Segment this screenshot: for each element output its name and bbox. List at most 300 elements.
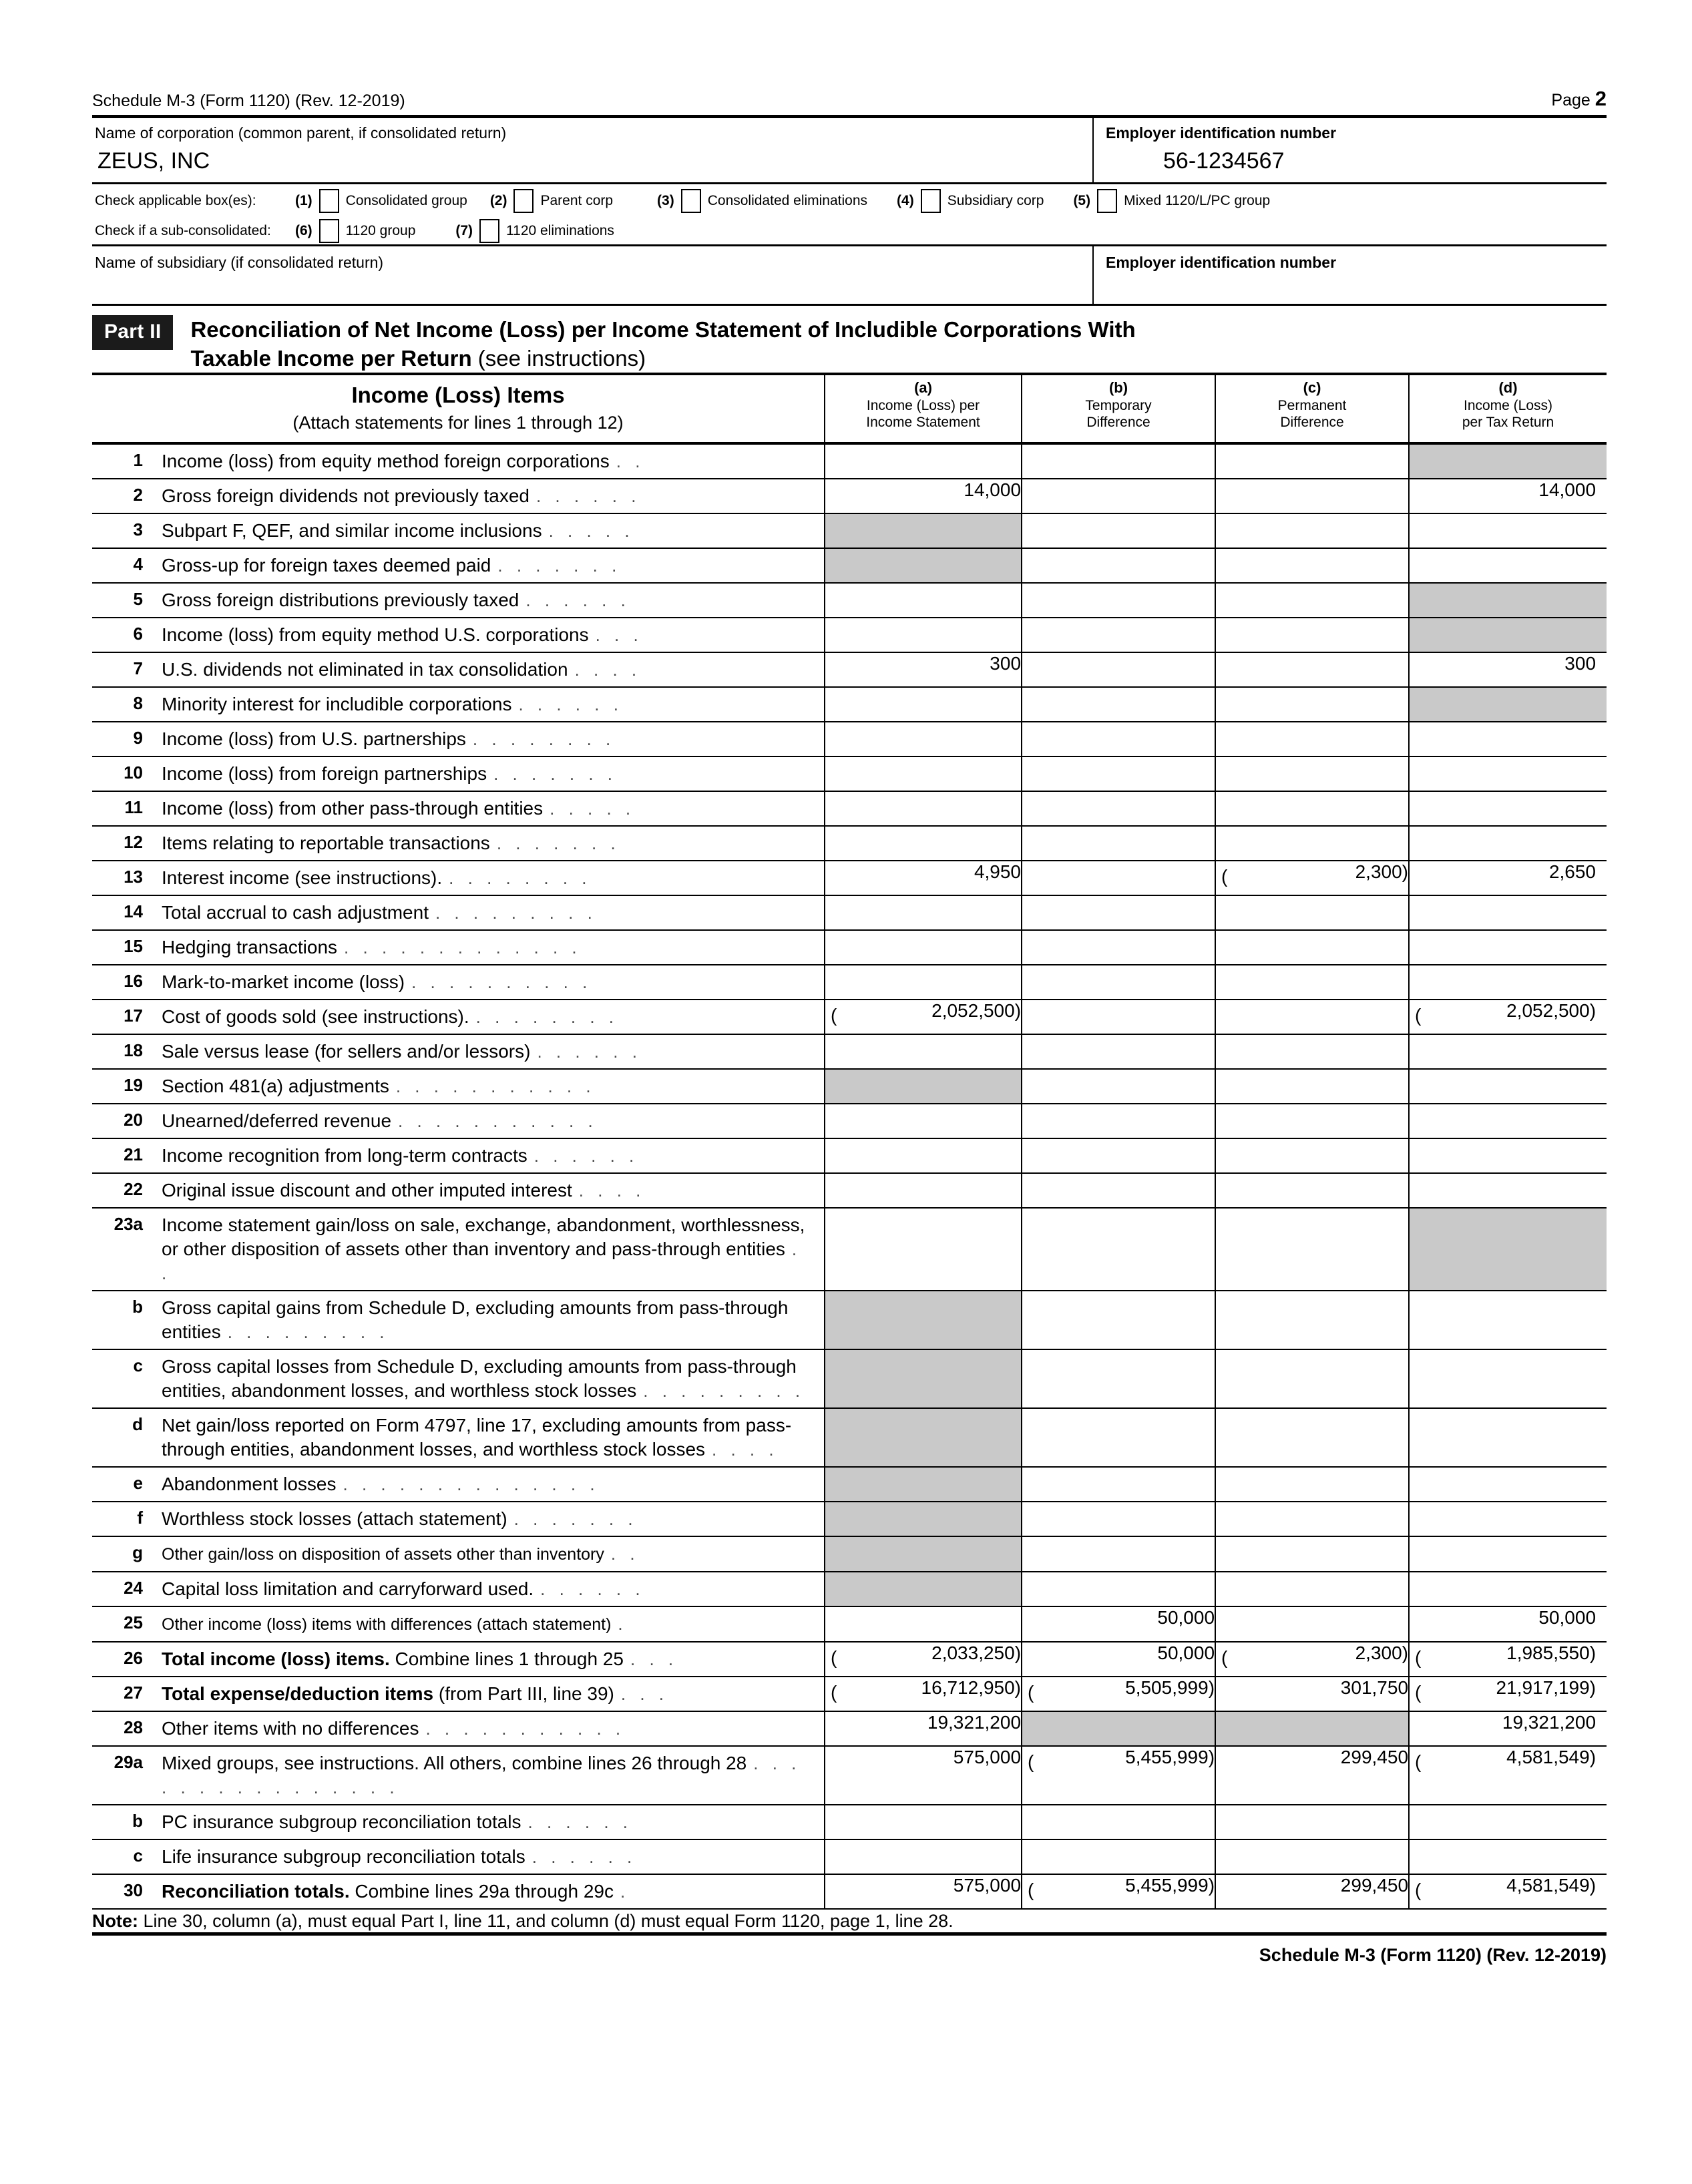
checkbox-parent-corp[interactable]: [513, 189, 534, 213]
paren-open: (: [831, 1005, 837, 1026]
cell-col-b[interactable]: [1022, 1746, 1215, 1805]
cell-col-a[interactable]: [825, 1467, 1022, 1502]
checkbox-consolidated-group[interactable]: [319, 189, 339, 213]
cell-col-d[interactable]: [1409, 1208, 1607, 1291]
cell-col-a[interactable]: [825, 1173, 1022, 1208]
cell-col-b[interactable]: [1022, 930, 1215, 965]
form-sheet: [92, 87, 1607, 1966]
row-desc-text: Income (loss) from U.S. partnerships: [162, 728, 466, 749]
row-number: 29a: [92, 1746, 154, 1805]
cell-col-c[interactable]: [1215, 1606, 1409, 1642]
table-row: [92, 965, 1607, 1000]
cell-col-a[interactable]: [825, 1642, 1022, 1677]
cell-col-d[interactable]: [1409, 1746, 1607, 1805]
leader-dots: . . . . . . . . . . .: [398, 1111, 598, 1131]
cell-col-d[interactable]: [1409, 652, 1607, 687]
cell-col-d[interactable]: [1409, 443, 1607, 479]
cell-col-b[interactable]: [1022, 1536, 1215, 1572]
paren-open: (: [1028, 1880, 1034, 1900]
cell-col-d[interactable]: [1409, 930, 1607, 965]
row-desc-bold: Total income (loss) items.: [162, 1649, 390, 1669]
cell-col-d[interactable]: [1409, 861, 1607, 895]
row-description: [154, 1805, 825, 1839]
cell-col-d[interactable]: [1409, 965, 1607, 1000]
row-number: 17: [92, 1000, 154, 1034]
cell-col-a[interactable]: [825, 791, 1022, 826]
cell-col-d[interactable]: [1409, 1291, 1607, 1349]
cell-col-a[interactable]: [825, 756, 1022, 791]
row-number: 2: [92, 479, 154, 513]
cell-col-b[interactable]: [1022, 861, 1215, 895]
leader-dots: . . . . . . . . . . . . . .: [343, 1474, 600, 1494]
leader-dots: . . . . . .: [536, 486, 641, 506]
cell-col-b[interactable]: [1022, 583, 1215, 618]
checkbox-group-5[interactable]: [1073, 189, 1270, 213]
row-number: 7: [92, 652, 154, 687]
paren-open: (: [1028, 1682, 1034, 1703]
paren-open: (: [1415, 1682, 1422, 1703]
cell-col-b[interactable]: [1022, 1408, 1215, 1467]
checkbox-group-7[interactable]: [455, 219, 614, 243]
row-desc-text: Minority interest for includible corporations: [162, 694, 512, 714]
form-footer: Schedule M-3 (Form 1120) (Rev. 12-2019): [1259, 1945, 1607, 1965]
cell-col-c[interactable]: [1215, 1502, 1409, 1536]
table-row: [92, 826, 1607, 861]
cell-col-d[interactable]: [1409, 1467, 1607, 1502]
cell-col-b[interactable]: [1022, 791, 1215, 826]
checkbox-label-6: 1120 group: [345, 223, 416, 238]
row-number: b: [92, 1291, 154, 1349]
cell-col-a[interactable]: [825, 722, 1022, 756]
table-row: [92, 652, 1607, 687]
table-row: [92, 443, 1607, 479]
cell-col-d[interactable]: [1409, 1606, 1607, 1642]
cell-value: 300: [1564, 653, 1597, 674]
checkbox-1120-eliminations[interactable]: [479, 219, 499, 243]
checkbox-group-2[interactable]: [490, 189, 613, 213]
cell-value: 19,321,200: [1502, 1712, 1597, 1733]
row-number: 26: [92, 1642, 154, 1677]
leader-dots: . . . . . . . . .: [227, 1322, 389, 1342]
row-number: 30: [92, 1874, 154, 1909]
cell-col-b[interactable]: [1022, 1839, 1215, 1874]
checkbox-label-4: Subsidiary corp: [947, 193, 1044, 208]
cell-col-d[interactable]: [1409, 1104, 1607, 1138]
table-row: [92, 1291, 1607, 1349]
table-row: [92, 479, 1607, 513]
cell-col-b[interactable]: [1022, 1502, 1215, 1536]
cell-col-c[interactable]: [1215, 548, 1409, 583]
table-row: [92, 1349, 1607, 1408]
cell-col-c[interactable]: [1215, 1642, 1409, 1677]
row-number: c: [92, 1349, 154, 1408]
row-description: [154, 1467, 825, 1502]
row-description: [154, 1642, 825, 1677]
cell-col-d[interactable]: [1409, 1711, 1607, 1746]
row-desc-text: Total accrual to cash adjustment: [162, 902, 429, 923]
page-label: Page: [1551, 91, 1591, 110]
cell-col-a[interactable]: [825, 1746, 1022, 1805]
cell-col-c[interactable]: [1215, 1000, 1409, 1034]
table-row: [92, 791, 1607, 826]
row-desc-text: Section 481(a) adjustments: [162, 1076, 389, 1096]
cell-col-b[interactable]: [1022, 1291, 1215, 1349]
cell-col-a[interactable]: [825, 965, 1022, 1000]
cell-col-c[interactable]: [1215, 1874, 1409, 1909]
cell-col-c[interactable]: [1215, 443, 1409, 479]
cell-col-a[interactable]: [825, 583, 1022, 618]
cell-col-a[interactable]: [825, 1138, 1022, 1173]
row-description: [154, 826, 825, 861]
cell-col-a[interactable]: [825, 1805, 1022, 1839]
cell-col-b[interactable]: [1022, 895, 1215, 930]
cell-col-d[interactable]: [1409, 1034, 1607, 1069]
ein-field[interactable]: [1092, 118, 1607, 182]
cell-col-d[interactable]: [1409, 1805, 1607, 1839]
cell-col-d[interactable]: [1409, 1572, 1607, 1606]
row-description: [154, 1034, 825, 1069]
leader-dots: . . . . . .: [525, 590, 630, 610]
table-row: [92, 1606, 1607, 1642]
row-description: [154, 965, 825, 1000]
cell-col-c[interactable]: [1215, 1408, 1409, 1467]
cell-col-d[interactable]: [1409, 618, 1607, 652]
cell-col-c[interactable]: [1215, 965, 1409, 1000]
table-row: [92, 1173, 1607, 1208]
cell-col-d[interactable]: [1409, 1408, 1607, 1467]
cell-col-c[interactable]: [1215, 1173, 1409, 1208]
cell-col-b[interactable]: [1022, 652, 1215, 687]
cell-col-d[interactable]: [1409, 756, 1607, 791]
table-row: [92, 1642, 1607, 1677]
cell-col-d[interactable]: [1409, 791, 1607, 826]
row-desc-text: Income statement gain/loss on sale, exchange, abandonment, worthlessness, or other disposition of assets other than inventory and pass-through entities: [162, 1215, 805, 1259]
cell-col-b[interactable]: [1022, 1572, 1215, 1606]
cell-col-d[interactable]: [1409, 826, 1607, 861]
cell-col-a[interactable]: [825, 687, 1022, 722]
cell-col-c[interactable]: [1215, 930, 1409, 965]
row-number: 21: [92, 1138, 154, 1173]
column-header-b: (b) Temporary Difference: [1022, 374, 1215, 443]
row-desc-text: Other gain/loss on disposition of assets other than inventory: [162, 1545, 604, 1564]
cell-col-d[interactable]: [1409, 583, 1607, 618]
leader-dots: . . . . . .: [534, 1146, 639, 1166]
cell-value: 4,581,549): [1506, 1875, 1597, 1896]
row-desc-text: Gross foreign dividends not previously taxed: [162, 485, 530, 506]
row-description: [154, 791, 825, 826]
cell-col-d[interactable]: [1409, 479, 1607, 513]
row-description: [154, 895, 825, 930]
cell-col-c[interactable]: [1215, 1208, 1409, 1291]
cell-col-c[interactable]: [1215, 1069, 1409, 1104]
table-row: [92, 513, 1607, 548]
row-number: 4: [92, 548, 154, 583]
cell-col-c[interactable]: [1215, 1536, 1409, 1572]
checkbox-consolidated-eliminations[interactable]: [681, 189, 701, 213]
leader-dots: . . . . . .: [532, 1847, 637, 1867]
cell-col-a[interactable]: [825, 1711, 1022, 1746]
cell-col-b[interactable]: [1022, 965, 1215, 1000]
part-title-line1: Reconciliation of Net Income (Loss) per Income Statement of Includible Corporations With: [190, 317, 1136, 342]
cell-col-c[interactable]: [1215, 479, 1409, 513]
cell-col-b[interactable]: [1022, 513, 1215, 548]
row-desc-text: Cost of goods sold (see instructions).: [162, 1006, 469, 1027]
leader-dots: . . . . . .: [518, 694, 623, 714]
paren-open: (: [1415, 1880, 1422, 1900]
table-header-row: [92, 374, 1607, 443]
cell-col-c[interactable]: [1215, 1291, 1409, 1349]
cell-col-d[interactable]: [1409, 1349, 1607, 1408]
cell-col-d[interactable]: [1409, 1138, 1607, 1173]
row-number: 1: [92, 443, 154, 479]
cell-col-d[interactable]: [1409, 722, 1607, 756]
checkbox-number-5: (5): [1073, 193, 1091, 208]
cell-col-b[interactable]: [1022, 1874, 1215, 1909]
leader-dots: .: [618, 1614, 628, 1634]
leader-dots: . . . . . . .: [493, 764, 617, 784]
cell-col-b[interactable]: [1022, 756, 1215, 791]
cell-col-c[interactable]: [1215, 861, 1409, 895]
cell-col-b[interactable]: [1022, 443, 1215, 479]
cell-col-a[interactable]: [825, 618, 1022, 652]
cell-col-a[interactable]: [825, 513, 1022, 548]
table-row: [92, 895, 1607, 930]
cell-col-b[interactable]: [1022, 1173, 1215, 1208]
cell-col-d[interactable]: [1409, 687, 1607, 722]
row-desc-text: Income recognition from long-term contracts: [162, 1145, 527, 1166]
cell-col-c[interactable]: [1215, 583, 1409, 618]
checkbox-mixed-group[interactable]: [1097, 189, 1117, 213]
table-row: [92, 1034, 1607, 1069]
row-description: [154, 652, 825, 687]
cell-col-c[interactable]: [1215, 513, 1409, 548]
cell-col-a[interactable]: [825, 548, 1022, 583]
leader-dots: . . . . . . . . . . . . . . . .: [162, 1753, 801, 1797]
cell-col-c[interactable]: [1215, 1677, 1409, 1711]
row-desc-text: Mark-to-market income (loss): [162, 971, 405, 992]
cell-col-a[interactable]: [825, 1291, 1022, 1349]
row-description: [154, 548, 825, 583]
cell-col-c[interactable]: [1215, 1572, 1409, 1606]
row-desc-text: Income (loss) from equity method foreign corporations: [162, 451, 610, 471]
cell-col-b[interactable]: [1022, 1069, 1215, 1104]
checkbox-group-6[interactable]: [295, 219, 415, 243]
cell-col-b[interactable]: [1022, 1677, 1215, 1711]
cell-col-c[interactable]: [1215, 1711, 1409, 1746]
cell-col-d[interactable]: [1409, 1536, 1607, 1572]
row-desc-text: Mixed groups, see instructions. All others, combine lines 26 through 28: [162, 1753, 747, 1773]
row-desc-bold: Total expense/deduction items: [162, 1683, 434, 1704]
cell-value: 50,000: [1157, 1643, 1215, 1663]
cell-value: 300: [990, 653, 1022, 674]
leader-dots: . . . . . . . . . . .: [395, 1076, 596, 1096]
cell-col-d[interactable]: [1409, 1502, 1607, 1536]
cell-col-a[interactable]: [825, 1536, 1022, 1572]
cell-col-a[interactable]: [825, 1677, 1022, 1711]
cell-col-c[interactable]: [1215, 1467, 1409, 1502]
corporation-name-field[interactable]: [92, 118, 1092, 182]
cell-col-a[interactable]: [825, 1502, 1022, 1536]
cell-col-a[interactable]: [825, 1208, 1022, 1291]
checkbox-group-3[interactable]: [657, 189, 867, 213]
cell-col-d[interactable]: [1409, 1173, 1607, 1208]
cell-col-c[interactable]: [1215, 652, 1409, 687]
cell-col-a[interactable]: [825, 826, 1022, 861]
row-desc-text: Combine lines 1 through 25: [389, 1649, 624, 1669]
cell-col-c[interactable]: [1215, 1746, 1409, 1805]
cell-value: 2,300): [1355, 1643, 1409, 1663]
cell-col-d[interactable]: [1409, 895, 1607, 930]
row-description: [154, 1408, 825, 1467]
cell-col-c[interactable]: [1215, 895, 1409, 930]
row-description: [154, 1291, 825, 1349]
cell-col-a[interactable]: [825, 652, 1022, 687]
cell-col-c[interactable]: [1215, 687, 1409, 722]
row-description: [154, 1677, 825, 1711]
row-desc-text: Gross foreign distributions previously taxed: [162, 590, 519, 610]
row-number: 23a: [92, 1208, 154, 1291]
table-row: [92, 1138, 1607, 1173]
row-number: g: [92, 1536, 154, 1572]
cell-col-b[interactable]: [1022, 479, 1215, 513]
cell-col-d[interactable]: [1409, 1839, 1607, 1874]
row-description: [154, 756, 825, 791]
cell-col-c[interactable]: [1215, 722, 1409, 756]
row-number: 10: [92, 756, 154, 791]
cell-col-b[interactable]: [1022, 1711, 1215, 1746]
cell-col-d[interactable]: [1409, 1642, 1607, 1677]
checkbox-1120-group[interactable]: [319, 219, 339, 243]
cell-col-b[interactable]: [1022, 1138, 1215, 1173]
leader-dots: . . . . . . . . . . . . .: [344, 937, 582, 957]
row-description: [154, 861, 825, 895]
leader-dots: . . . .: [712, 1440, 779, 1460]
cell-col-b[interactable]: [1022, 1034, 1215, 1069]
leader-dots: . . . . . .: [537, 1042, 642, 1062]
cell-col-d[interactable]: [1409, 1874, 1607, 1909]
table-row: [92, 1000, 1607, 1034]
row-number: 28: [92, 1711, 154, 1746]
subsidiary-name-field[interactable]: [92, 246, 1092, 304]
cell-col-b[interactable]: [1022, 1606, 1215, 1642]
cell-col-b[interactable]: [1022, 722, 1215, 756]
table-row: [92, 1839, 1607, 1874]
cell-value: 21,917,199): [1496, 1677, 1597, 1698]
cell-value: 301,750: [1340, 1677, 1409, 1698]
cell-col-b[interactable]: [1022, 1642, 1215, 1677]
cell-col-a[interactable]: [825, 1349, 1022, 1408]
cell-col-a[interactable]: [825, 479, 1022, 513]
row-description: [154, 618, 825, 652]
cell-col-a[interactable]: [825, 1606, 1022, 1642]
part-title-line2: [190, 344, 1135, 373]
cell-col-d[interactable]: [1409, 513, 1607, 548]
checkbox-label-1: Consolidated group: [345, 193, 467, 208]
cell-col-b[interactable]: [1022, 1208, 1215, 1291]
cell-col-a[interactable]: [825, 1408, 1022, 1467]
cell-col-c[interactable]: [1215, 1349, 1409, 1408]
cell-col-a[interactable]: [825, 861, 1022, 895]
row-desc-text: Items relating to reportable transactions: [162, 833, 490, 853]
row-number: b: [92, 1805, 154, 1839]
row-description: [154, 1208, 825, 1291]
cell-col-b[interactable]: [1022, 618, 1215, 652]
cell-value: 14,000: [964, 479, 1022, 500]
table-row: [92, 1711, 1607, 1746]
row-number: 3: [92, 513, 154, 548]
cell-col-c[interactable]: [1215, 1104, 1409, 1138]
cell-col-a[interactable]: [825, 1839, 1022, 1874]
cell-col-b[interactable]: [1022, 826, 1215, 861]
cell-value: 50,000: [1538, 1607, 1597, 1628]
cell-col-a[interactable]: [825, 1069, 1022, 1104]
table-row: [92, 1408, 1607, 1467]
cell-col-a[interactable]: [825, 1572, 1022, 1606]
cell-col-a[interactable]: [825, 1034, 1022, 1069]
cell-col-a[interactable]: [825, 1104, 1022, 1138]
cell-col-b[interactable]: [1022, 1000, 1215, 1034]
cell-col-d[interactable]: [1409, 1000, 1607, 1034]
cell-col-a[interactable]: [825, 1874, 1022, 1909]
table-row: [92, 687, 1607, 722]
cell-col-c[interactable]: [1215, 1138, 1409, 1173]
items-title: Income (Loss) Items: [351, 383, 565, 407]
part-ii-banner: [92, 306, 1607, 373]
leader-dots: . . . . . . . . . . .: [425, 1719, 626, 1739]
row-desc-text: U.S. dividends not eliminated in tax consolidation: [162, 659, 568, 680]
row-desc-text: Worthless stock losses (attach statement): [162, 1508, 507, 1529]
cell-col-c[interactable]: [1215, 618, 1409, 652]
leader-dots: . . .: [630, 1649, 678, 1669]
cell-col-c[interactable]: [1215, 756, 1409, 791]
cell-col-d[interactable]: [1409, 1677, 1607, 1711]
checkbox-group-1[interactable]: [295, 189, 467, 213]
table-row: [92, 861, 1607, 895]
cell-value: 4,581,549): [1506, 1747, 1597, 1767]
cell-col-a[interactable]: [825, 1000, 1022, 1034]
check-subconsolidated-row: [92, 214, 1607, 244]
checkbox-subsidiary-corp[interactable]: [921, 189, 941, 213]
cell-value: 2,052,500): [1506, 1000, 1597, 1021]
cell-col-d[interactable]: [1409, 548, 1607, 583]
subsidiary-ein-field[interactable]: [1092, 246, 1607, 304]
cell-col-a[interactable]: [825, 930, 1022, 965]
paren-open: (: [1221, 866, 1228, 887]
cell-col-b[interactable]: [1022, 548, 1215, 583]
checkbox-group-4[interactable]: [897, 189, 1044, 213]
ein-label: Employer identification number: [1106, 124, 1337, 142]
cell-col-c[interactable]: [1215, 1805, 1409, 1839]
cell-col-b[interactable]: [1022, 1349, 1215, 1408]
cell-col-c[interactable]: [1215, 791, 1409, 826]
cell-col-a[interactable]: [825, 895, 1022, 930]
row-description: [154, 1839, 825, 1874]
cell-col-a[interactable]: [825, 443, 1022, 479]
cell-value: 575,000: [953, 1747, 1022, 1767]
row-desc-text: Income (loss) from foreign partnerships: [162, 763, 487, 784]
cell-col-b[interactable]: [1022, 1805, 1215, 1839]
row-description: [154, 583, 825, 618]
table-row: [92, 1104, 1607, 1138]
cell-col-b[interactable]: [1022, 1467, 1215, 1502]
cell-col-c[interactable]: [1215, 1839, 1409, 1874]
cell-col-b[interactable]: [1022, 1104, 1215, 1138]
cell-col-c[interactable]: [1215, 1034, 1409, 1069]
row-desc-text: Other items with no differences: [162, 1718, 419, 1739]
cell-col-d[interactable]: [1409, 1069, 1607, 1104]
cell-col-b[interactable]: [1022, 687, 1215, 722]
cell-col-c[interactable]: [1215, 826, 1409, 861]
